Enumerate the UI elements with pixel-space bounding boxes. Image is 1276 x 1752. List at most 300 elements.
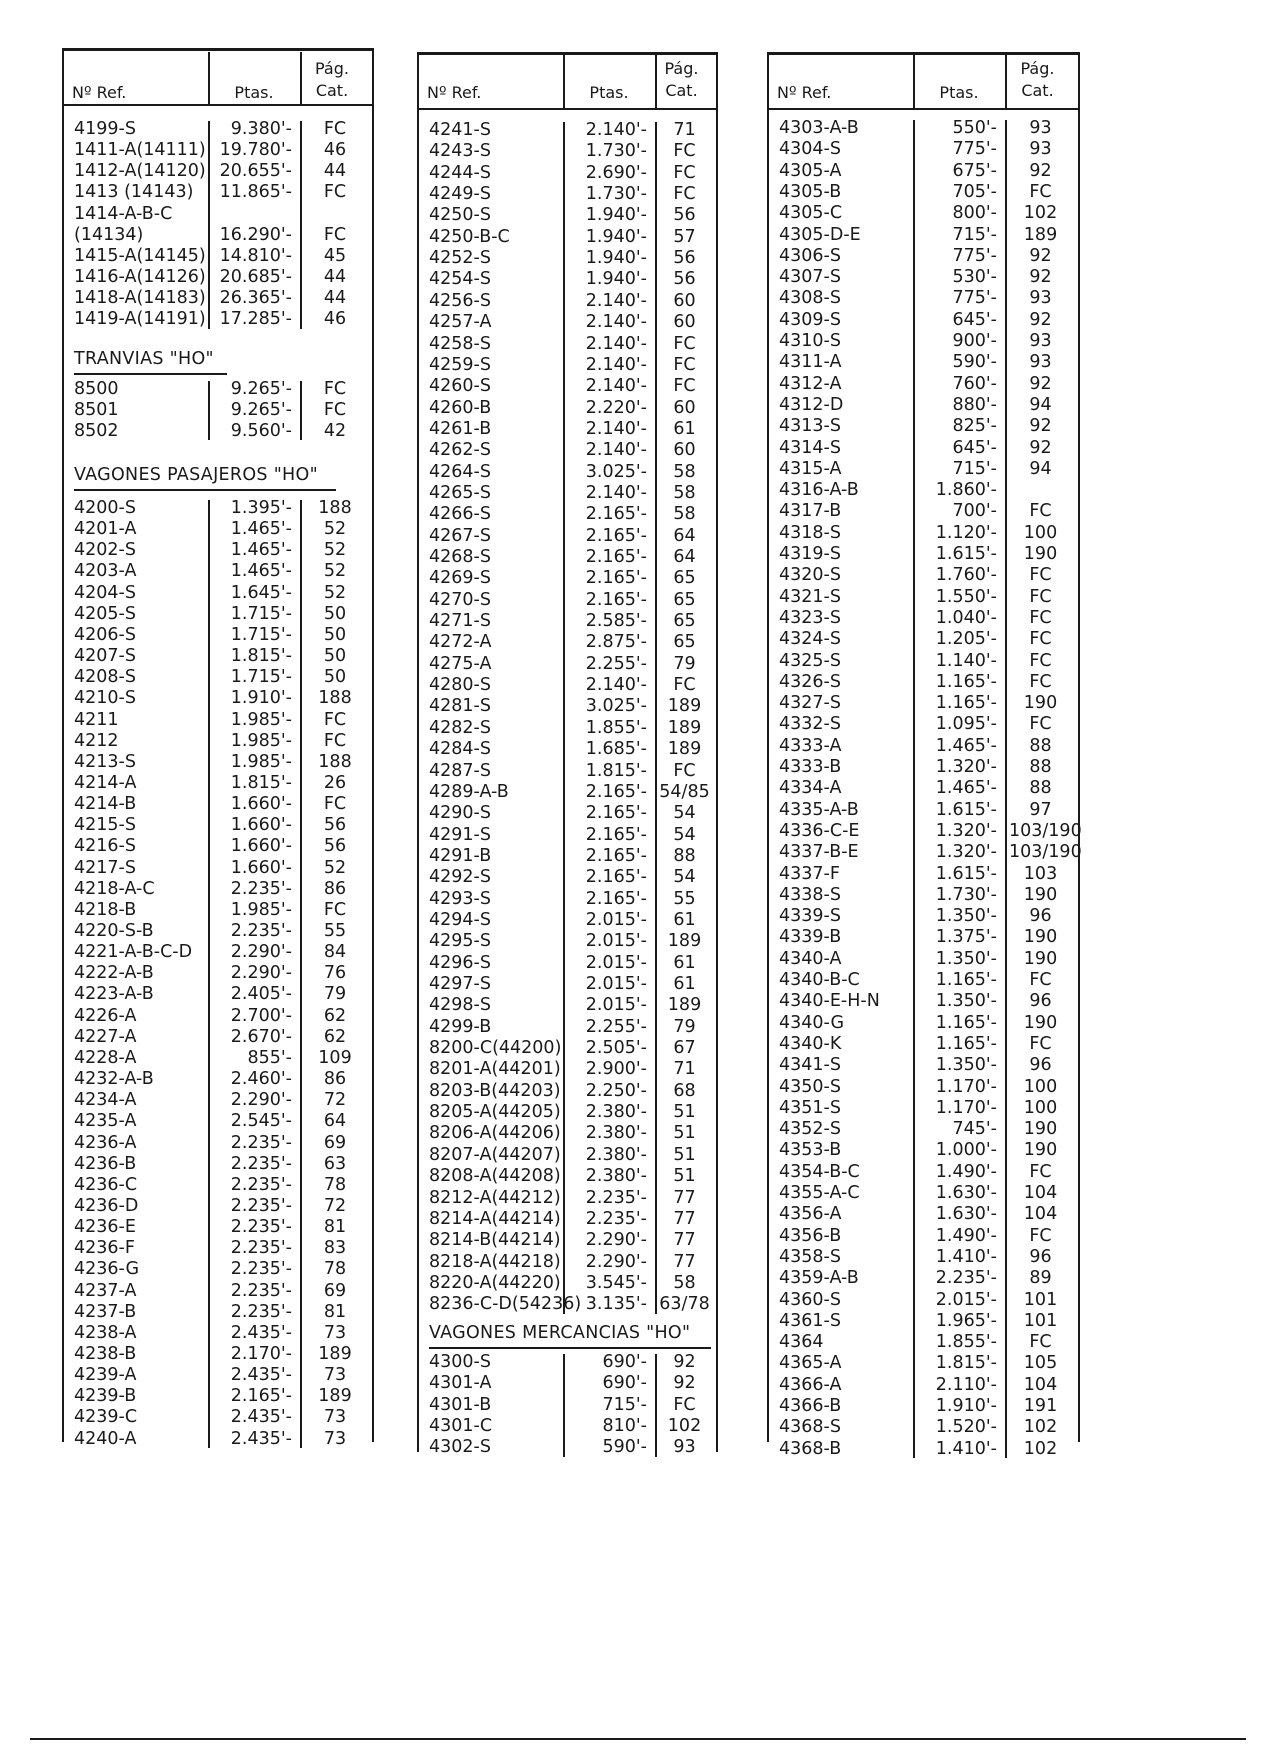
page-cell: 51 — [673, 1102, 696, 1123]
ref-cell: 4254-S — [429, 269, 491, 290]
ref-cell: 4287-S — [429, 760, 491, 781]
table-row — [767, 351, 1080, 375]
price-cell: 1.965'- — [935, 1310, 997, 1331]
table-row — [62, 1364, 374, 1388]
table-row — [62, 962, 374, 986]
ref-cell: 4243-S — [429, 141, 491, 162]
table-row — [417, 482, 718, 506]
table-row — [62, 1153, 374, 1177]
page-cell: 188 — [318, 688, 352, 709]
page-cell: 96 — [1029, 1246, 1052, 1267]
price-cell: 1.165'- — [935, 671, 997, 692]
page-cell: 190 — [1023, 1140, 1058, 1161]
ref-cell: 4366-B — [779, 1396, 842, 1416]
price-cell: 1.630'- — [935, 1204, 997, 1225]
ref-cell: 4227-A — [74, 1026, 137, 1047]
price-cell: 2.235'- — [585, 1208, 647, 1229]
page-cell: 52 — [323, 582, 347, 603]
page-cell: FC — [673, 376, 696, 397]
table-row — [62, 1216, 374, 1240]
table-row — [767, 437, 1080, 461]
ref-cell: 4296-S — [429, 952, 491, 973]
price-cell: 2.380'- — [585, 1166, 647, 1187]
table-row — [62, 203, 374, 227]
table-row — [767, 1246, 1080, 1270]
table-row — [417, 1229, 718, 1253]
price-cell: 2.250'- — [585, 1080, 647, 1101]
price-cell: 1.985'- — [230, 730, 292, 751]
ref-cell: 4228-A — [74, 1047, 137, 1068]
page-cell: 51 — [673, 1123, 696, 1144]
price-column-3 — [767, 0, 1080, 1752]
price-cell: 2.235'- — [230, 1174, 292, 1195]
page-cell: 93 — [1029, 331, 1052, 351]
price-cell: 2.505'- — [585, 1038, 647, 1059]
table-row — [767, 1225, 1080, 1249]
ref-cell: 4222-A-B — [74, 963, 154, 984]
table-row — [417, 354, 718, 378]
ref-cell: 4291-B — [429, 845, 492, 866]
price-cell: 690'- — [602, 1352, 647, 1372]
price-cell: 2.545'- — [230, 1111, 292, 1132]
page-cell: 189 — [1023, 224, 1058, 245]
table-row — [767, 1289, 1080, 1313]
page-cell: 65 — [673, 632, 696, 653]
table-row — [767, 841, 1080, 865]
page-cell: FC — [1029, 586, 1052, 607]
price-cell: 1.165'- — [935, 1012, 997, 1033]
page-cell: 92 — [1029, 160, 1052, 181]
ref-cell: 4339-S — [779, 906, 841, 927]
price-cell: 880'- — [952, 394, 997, 415]
page-cell: 71 — [673, 1059, 696, 1080]
page-cell: 60 — [673, 440, 696, 461]
page-cell: 55 — [323, 921, 347, 941]
ref-cell: 8502 — [74, 421, 119, 442]
ref-cell: 4358-S — [779, 1246, 841, 1267]
ref-cell: 4355-A-C — [779, 1183, 860, 1203]
table-row — [417, 866, 718, 890]
ref-cell: 4249-S — [429, 184, 491, 205]
page-cell: 64 — [673, 547, 696, 567]
page-cell: 77 — [673, 1208, 696, 1229]
ref-cell: 8214-A(44214) — [429, 1208, 561, 1229]
ref-cell: 4250-B-C — [429, 226, 510, 247]
price-column-2 — [417, 0, 718, 1752]
price-cell: 1.940'- — [585, 205, 647, 226]
page-cell: 46 — [323, 140, 347, 161]
ref-cell: 4250-S — [429, 205, 491, 226]
table-row — [417, 1208, 718, 1232]
table-row — [417, 1144, 718, 1168]
section-title-underline — [74, 489, 336, 491]
price-cell: 1.855'- — [935, 1332, 997, 1353]
page-cell: 56 — [673, 205, 696, 226]
page-cell: FC — [1029, 1332, 1052, 1353]
page-cell: 86 — [323, 1069, 347, 1090]
table-row — [767, 820, 1080, 844]
page-cell: 102 — [667, 1416, 702, 1437]
page-cell: 78 — [323, 1259, 347, 1280]
page-cell: FC — [1029, 1225, 1052, 1246]
ref-cell: 4269-S — [429, 568, 491, 589]
ref-cell: 4301-C — [429, 1416, 493, 1437]
price-cell: 2.255'- — [585, 1016, 647, 1037]
ref-cell: 4340-B-C — [779, 970, 860, 990]
page-cell: 58 — [673, 1272, 696, 1293]
table-row — [767, 948, 1080, 972]
table-row — [417, 888, 718, 912]
price-cell: 16.290'- — [219, 224, 292, 245]
price-cell: 2.165'- — [585, 504, 647, 525]
table-row — [417, 631, 718, 655]
price-cell: 2.235'- — [230, 1132, 292, 1153]
table-row — [62, 378, 374, 402]
price-cell: 2.140'- — [585, 675, 647, 696]
ref-cell: 4244-S — [429, 162, 491, 183]
price-cell: 1.465'- — [935, 735, 997, 756]
page-cell: 73 — [323, 1322, 347, 1343]
page-cell: 77 — [673, 1251, 696, 1272]
page-cell: 60 — [673, 290, 696, 311]
page-cell: FC — [323, 182, 347, 203]
page-cell: 58 — [673, 461, 696, 482]
ref-cell: 4206-S — [74, 624, 136, 645]
table-row — [62, 1322, 374, 1346]
ref-cell: 4266-S — [429, 504, 491, 525]
price-cell: 775'- — [952, 288, 997, 309]
table-row — [767, 224, 1080, 248]
table-row — [62, 666, 374, 690]
ref-cell: 4337-B-E — [779, 842, 859, 863]
header-ref: Nº Ref. — [777, 83, 832, 102]
price-cell: 1.120'- — [935, 522, 997, 543]
ref-cell: 8205-A(44205) — [429, 1102, 561, 1123]
price-cell: 1.730'- — [585, 141, 647, 162]
page-cell: FC — [1029, 1033, 1052, 1054]
ref-cell: 4236-E — [74, 1217, 136, 1238]
page-cell: 103/190 — [1009, 842, 1082, 863]
page-cell: 79 — [323, 984, 347, 1005]
table-row — [62, 308, 374, 332]
table-row — [62, 1280, 374, 1304]
page-cell: 64 — [323, 1111, 347, 1132]
page-cell: 92 — [1029, 245, 1052, 266]
ref-cell: 4361-S — [779, 1310, 841, 1331]
page-cell: 56 — [673, 248, 696, 269]
price-cell: 1.350'- — [935, 906, 997, 927]
price-cell: 2.460'- — [230, 1069, 292, 1090]
price-cell: 1.730'- — [585, 184, 647, 205]
price-cell: 1.630'- — [935, 1183, 997, 1203]
ref-cell: 4294-S — [429, 909, 491, 930]
section-title: VAGONES MERCANCIAS "HO" — [429, 1323, 691, 1343]
table-row — [767, 479, 1080, 503]
price-cell: 2.015'- — [585, 974, 647, 994]
ref-cell: 4236-A — [74, 1132, 137, 1153]
ref-cell: 4259-S — [429, 354, 491, 375]
page-cell: 189 — [667, 717, 702, 738]
ref-cell: 4289-A-B — [429, 781, 509, 802]
table-row — [767, 1395, 1080, 1419]
table-row — [767, 415, 1080, 439]
ref-cell: 4205-S — [74, 603, 136, 624]
ref-cell: 1414-A-B-C — [74, 203, 173, 224]
ref-cell: 4305-C — [779, 203, 843, 224]
price-cell: 1.660'- — [230, 794, 292, 815]
price-cell: 590'- — [952, 352, 997, 373]
table-row — [62, 245, 374, 269]
price-cell: 1.165'- — [935, 1033, 997, 1054]
page-cell: FC — [673, 141, 696, 162]
table-row — [767, 1012, 1080, 1036]
page-cell: FC — [673, 354, 696, 375]
table-row — [417, 204, 718, 228]
price-cell: 3.545'- — [585, 1272, 647, 1293]
ref-cell: 4215-S — [74, 815, 136, 836]
table-row — [417, 397, 718, 421]
table-row — [62, 941, 374, 965]
ref-cell: 4364 — [779, 1332, 824, 1353]
page-cell: 189 — [318, 1386, 352, 1407]
header-rule — [62, 104, 374, 106]
page-cell: FC — [1029, 1161, 1052, 1182]
page-cell: 109 — [318, 1047, 352, 1068]
page-cell: 61 — [673, 974, 696, 994]
price-cell: 19.780'- — [219, 140, 292, 161]
table-row — [767, 650, 1080, 674]
table-row — [62, 814, 374, 838]
ref-cell: 8220-A(44220) — [429, 1272, 561, 1293]
price-cell: 1.320'- — [935, 820, 997, 841]
ref-cell: 4301-A — [429, 1373, 492, 1394]
table-row — [767, 1374, 1080, 1398]
header-separator — [208, 52, 210, 106]
price-cell: 1.095'- — [935, 714, 997, 735]
table-row — [767, 1161, 1080, 1185]
table-row — [62, 582, 374, 606]
table-row — [417, 268, 718, 292]
ref-cell: 4257-A — [429, 312, 492, 333]
ref-cell: 4260-B — [429, 397, 492, 418]
table-row — [62, 772, 374, 796]
price-cell: 2.235'- — [230, 878, 292, 899]
table-row — [62, 835, 374, 859]
table-row — [417, 1187, 718, 1211]
page-cell: FC — [1029, 714, 1052, 735]
table-row — [417, 525, 718, 549]
ref-cell: 8206-A(44206) — [429, 1123, 561, 1144]
page-cell: 92 — [1029, 437, 1052, 458]
table-row — [62, 920, 374, 944]
page-cell: 102 — [1023, 1438, 1058, 1459]
price-cell: 2.235'- — [230, 1217, 292, 1238]
price-cell: 1.815'- — [585, 760, 647, 781]
page-cell: FC — [323, 400, 347, 421]
price-cell: 2.165'- — [585, 781, 647, 802]
table-row — [417, 119, 718, 143]
page-cell: FC — [323, 379, 347, 399]
price-cell: 745'- — [952, 1119, 997, 1140]
price-cell: 2.015'- — [585, 995, 647, 1016]
header-rule — [767, 108, 1080, 110]
page-cell: 72 — [323, 1090, 347, 1111]
price-cell: 2.690'- — [585, 162, 647, 183]
ref-cell: 4240-A — [74, 1428, 137, 1449]
ref-cell: 4207-S — [74, 646, 136, 667]
page-cell: 104 — [1023, 1204, 1058, 1225]
ref-cell: 4241-S — [429, 120, 491, 140]
page-cell: 79 — [673, 653, 696, 674]
header-pag-cat: Pág. Cat. — [315, 59, 349, 100]
price-cell: 2.015'- — [585, 931, 647, 952]
table-row — [767, 394, 1080, 418]
price-cell: 1.855'- — [585, 717, 647, 738]
table-row — [417, 461, 718, 485]
price-cell: 2.165'- — [585, 845, 647, 866]
ref-cell: 4318-S — [779, 522, 841, 543]
table-row — [62, 139, 374, 163]
price-cell: 20.685'- — [219, 267, 292, 288]
page-cell: 189 — [667, 696, 702, 717]
ref-cell: 4321-S — [779, 586, 841, 607]
price-cell: 2.140'- — [585, 376, 647, 397]
table-row — [417, 1394, 718, 1418]
table-row — [62, 1047, 374, 1071]
price-cell: 2.900'- — [585, 1059, 647, 1080]
page-cell: 93 — [1029, 139, 1052, 160]
ref-cell: 4350-S — [779, 1076, 841, 1097]
table-row — [417, 1351, 718, 1375]
table-row — [767, 884, 1080, 908]
page-cell: 46 — [323, 309, 347, 330]
page-cell: 65 — [673, 589, 696, 610]
table-row — [767, 905, 1080, 929]
table-row — [767, 117, 1080, 141]
page-cell: 86 — [323, 878, 347, 899]
ref-cell: 8212-A(44212) — [429, 1187, 561, 1208]
ref-cell: 4203-A — [74, 561, 137, 582]
ref-cell: 4308-S — [779, 288, 841, 309]
ref-cell: 4268-S — [429, 547, 491, 567]
table-row — [767, 202, 1080, 226]
table-row — [62, 420, 374, 444]
page-cell: 77 — [673, 1187, 696, 1208]
table-row — [767, 373, 1080, 397]
table-row — [767, 1310, 1080, 1334]
price-cell: 1.375'- — [935, 927, 997, 948]
table-row — [767, 160, 1080, 184]
header-separator — [655, 54, 657, 108]
page-cell: 73 — [323, 1428, 347, 1449]
page-cell: 189 — [318, 1344, 352, 1364]
ref-cell: 4333-B — [779, 757, 842, 777]
price-cell: 1.940'- — [585, 248, 647, 269]
page-cell: 101 — [1023, 1310, 1058, 1331]
price-cell: 2.015'- — [585, 952, 647, 973]
ref-cell: 4301-B — [429, 1394, 492, 1415]
ref-cell: 8500 — [74, 379, 119, 399]
table-row — [767, 713, 1080, 737]
page-cell: 104 — [1023, 1183, 1058, 1203]
price-cell: 1.465'- — [935, 778, 997, 799]
table-row — [62, 1258, 374, 1282]
page-cell: 50 — [323, 624, 347, 645]
table-row — [62, 709, 374, 733]
ref-cell: 4311-A — [779, 352, 842, 373]
price-cell: 1.660'- — [230, 836, 292, 857]
price-cell: 2.380'- — [585, 1102, 647, 1123]
page-cell: 84 — [323, 942, 347, 963]
price-cell: 1.550'- — [935, 586, 997, 607]
page-cell: 52 — [323, 561, 347, 582]
price-cell: 2.290'- — [230, 942, 292, 963]
price-cell: 1.615'- — [935, 863, 997, 884]
table-row — [767, 735, 1080, 759]
ref-cell: 4236-D — [74, 1195, 139, 1216]
table-row — [767, 500, 1080, 524]
ref-cell: 4236-G — [74, 1259, 140, 1280]
page-cell: 73 — [323, 1407, 347, 1428]
header-separator — [1005, 54, 1007, 108]
ref-cell: 4208-S — [74, 667, 136, 688]
ref-cell: 8214-B(44214) — [429, 1230, 561, 1251]
price-cell: 550'- — [952, 118, 997, 138]
price-cell: 9.380'- — [230, 119, 292, 139]
table-row — [417, 439, 718, 463]
ref-cell: 4217-S — [74, 857, 136, 878]
price-cell: 1.940'- — [585, 269, 647, 290]
price-cell: 2.585'- — [585, 611, 647, 632]
header-rule — [417, 108, 718, 110]
ref-cell: 4260-S — [429, 376, 491, 397]
ref-cell: 4356-B — [779, 1225, 842, 1246]
table-row — [417, 802, 718, 826]
table-row — [417, 1436, 718, 1460]
price-cell: 2.015'- — [585, 909, 647, 930]
price-cell: 2.140'- — [585, 354, 647, 375]
table-row — [62, 624, 374, 648]
price-cell: 2.140'- — [585, 120, 647, 140]
page-cell: 88 — [1029, 735, 1052, 756]
ref-cell: 4319-S — [779, 544, 841, 564]
ref-cell: 4214-B — [74, 794, 137, 815]
price-cell: 2.875'- — [585, 632, 647, 653]
price-cell: 14.810'- — [219, 245, 292, 266]
price-cell: 2.435'- — [230, 1428, 292, 1449]
price-cell: 11.865'- — [219, 182, 292, 203]
price-cell: 2.235'- — [585, 1187, 647, 1208]
ref-cell: 4232-A-B — [74, 1069, 154, 1090]
price-cell: 1.760'- — [935, 565, 997, 586]
table-row — [767, 1438, 1080, 1462]
price-cell: 2.140'- — [585, 418, 647, 439]
page-cell: 93 — [673, 1437, 696, 1458]
page-cell: 51 — [673, 1144, 696, 1165]
table-row — [62, 497, 374, 521]
section-title-underline — [74, 373, 227, 375]
ref-cell: 4316-A-B — [779, 480, 859, 501]
page-cell: FC — [673, 1394, 696, 1415]
table-row — [767, 1118, 1080, 1142]
ref-cell: 4340-E-H-N — [779, 991, 880, 1012]
table-row — [417, 1058, 718, 1082]
page-cell: 189 — [667, 931, 702, 952]
ref-cell: 4239-A — [74, 1365, 137, 1386]
table-row — [62, 1026, 374, 1050]
price-cell: 2.165'- — [230, 1386, 292, 1407]
ref-cell: 4236-F — [74, 1238, 135, 1259]
